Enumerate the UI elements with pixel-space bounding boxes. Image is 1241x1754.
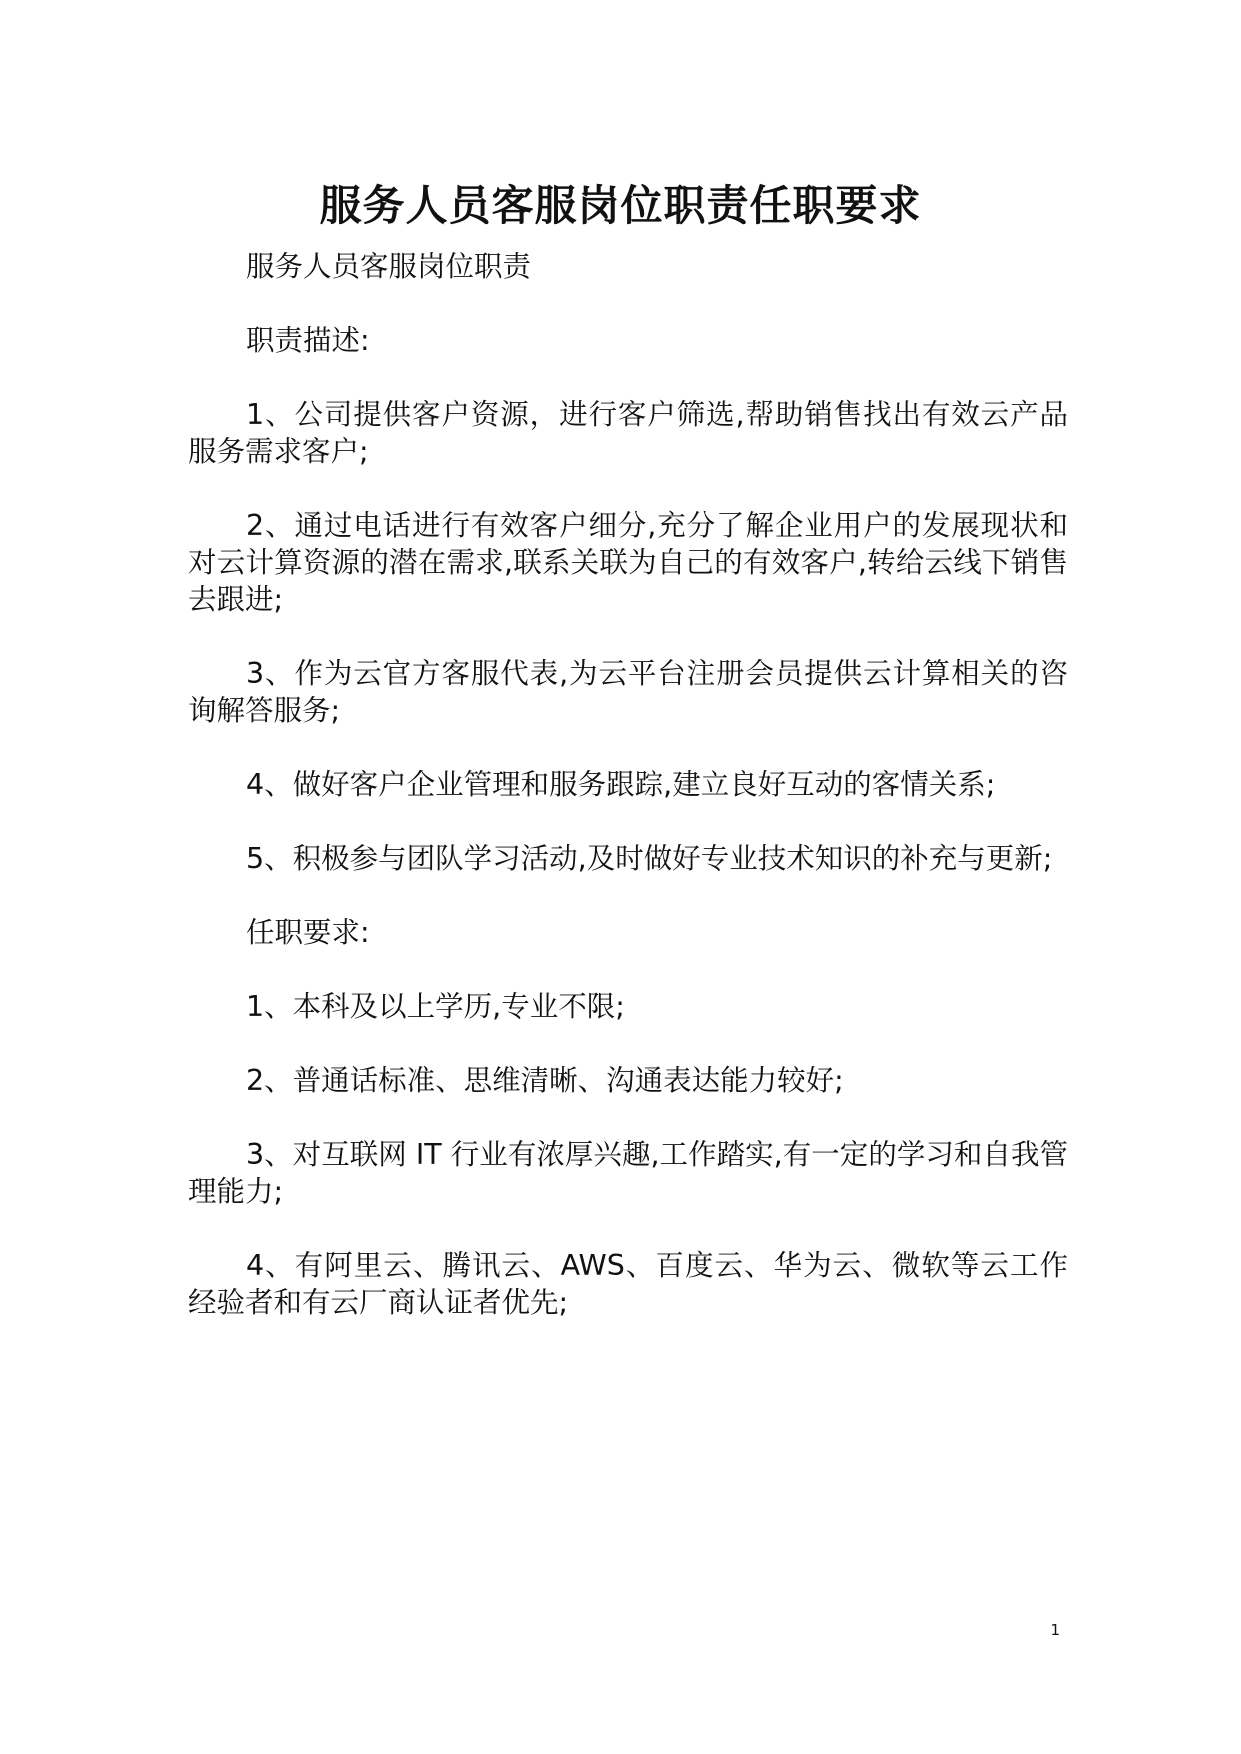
paragraph-duty-2: 2、通过电话进行有效客户细分,充分了解企业用户的发展现状和对云计算资源的潜在需求,联系关联为自己的有效客户,转给云线下销售去跟进; (188, 509, 1068, 616)
paragraph-requirement-2: 2、普通话标准、思维清晰、沟通表达能力较好; (246, 1064, 844, 1097)
document-body (188, 248, 1068, 1358)
paragraph-duty-5: 5、积极参与团队学习活动,及时做好专业技术知识的补充与更新; (246, 842, 1053, 875)
paragraph-requirement-3: 3、对互联网 IT 行业有浓厚兴趣,工作踏实,有一定的学习和自我管理能力; (188, 1138, 1068, 1208)
paragraph-duties-label: 职责描述: (246, 324, 370, 357)
paragraph-requirement-1: 1、本科及以上学历,专业不限; (246, 990, 625, 1023)
paragraph-duty-4: 4、做好客户企业管理和服务跟踪,建立良好互动的客情关系; (246, 768, 996, 801)
document-title: 服务人员客服岗位职责任职要求 (319, 181, 922, 231)
paragraph-section-heading-duties: 服务人员客服岗位职责 (246, 250, 532, 283)
paragraph-requirement-4: 4、有阿里云、腾讯云、AWS、百度云、华为云、微软等云工作经验者和有云厂商认证者优先; (188, 1249, 1068, 1319)
page-number: 1 (1050, 1621, 1060, 1639)
paragraph-requirements-label: 任职要求: (246, 916, 370, 949)
paragraph-duty-3: 3、作为云官方客服代表,为云平台注册会员提供云计算相关的咨询解答服务; (188, 657, 1068, 727)
paragraph-duty-1: 1、公司提供客户资源，进行客户筛选,帮助销售找出有效云产品服务需求客户; (188, 398, 1068, 468)
